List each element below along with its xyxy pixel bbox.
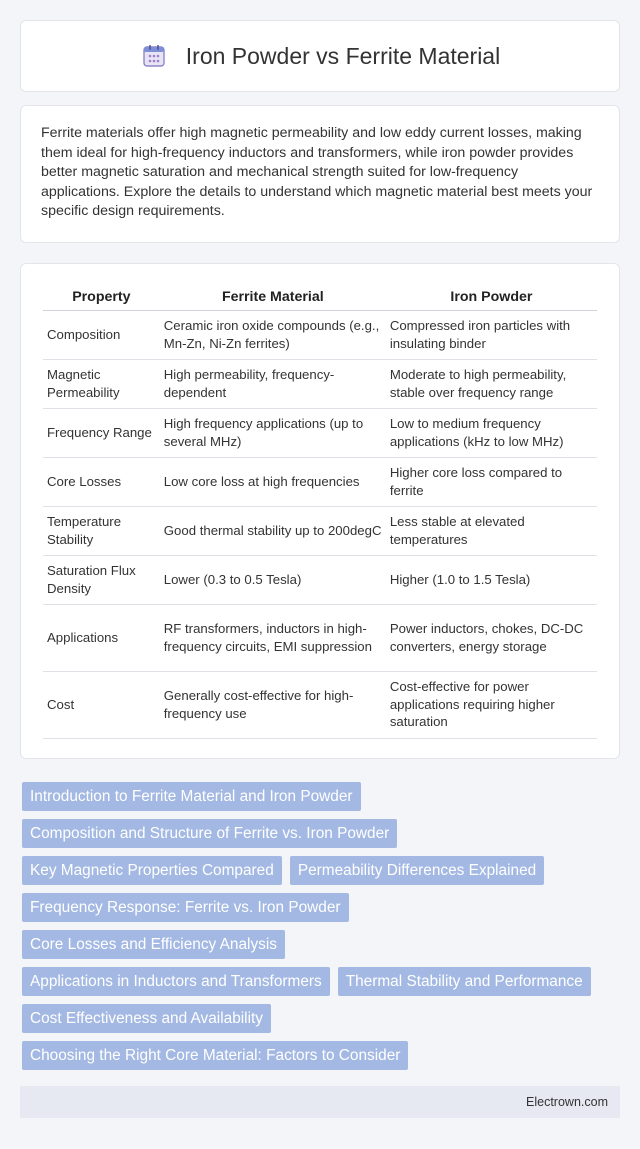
tag-link[interactable]: Thermal Stability and Performance [338, 967, 591, 996]
cell-ferrite: High permeability, frequency-dependent [160, 359, 386, 408]
cell-ferrite: Good thermal stability up to 200degC [160, 506, 386, 555]
table-row [43, 457, 597, 506]
cell-iron-powder: Cost-effective for power applications requiring higher saturation [386, 671, 597, 738]
tag-row [22, 930, 622, 959]
tag-link[interactable]: Core Losses and Efficiency Analysis [22, 930, 285, 959]
comparison-table [43, 284, 597, 739]
tag-row [22, 819, 622, 848]
cell-ferrite: Generally cost-effective for high-frequency use [160, 671, 386, 738]
cell-iron-powder: Higher core loss compared to ferrite [386, 457, 597, 506]
table-row [43, 506, 597, 555]
cell-property: Frequency Range [43, 408, 160, 457]
cell-iron-powder: Power inductors, chokes, DC-DC converters, energy storage [386, 604, 597, 671]
cell-ferrite: Low core loss at high frequencies [160, 457, 386, 506]
cell-property: Saturation Flux Density [43, 555, 160, 604]
table-row [43, 408, 597, 457]
tag-row [22, 1041, 622, 1070]
intro-text: Ferrite materials offer high magnetic permeability and low eddy current losses, making them ideal for high-frequency inductors and transformers, while iron powder provides better magnetic saturation and mechanical strength suited for low-frequency applications. Explore the details to understand which magnetic material best meets your specific design requirements. [41, 125, 593, 220]
tag-link[interactable]: Applications in Inductors and Transformers [22, 967, 330, 996]
tag-row [22, 856, 622, 885]
header-iron-powder: Iron Powder [386, 284, 597, 310]
cell-iron-powder: Compressed iron particles with insulating binder [386, 310, 597, 359]
tag-row [22, 893, 622, 922]
header-ferrite: Ferrite Material [160, 284, 386, 310]
tag-link[interactable]: Frequency Response: Ferrite vs. Iron Powder [22, 893, 349, 922]
tag-row [22, 967, 622, 996]
table-row [43, 604, 597, 671]
cell-property: Composition [43, 310, 160, 359]
table-row [43, 359, 597, 408]
cell-property: Core Losses [43, 457, 160, 506]
cell-property: Magnetic Permeability [43, 359, 160, 408]
cell-ferrite: High frequency applications (up to several MHz) [160, 408, 386, 457]
page-title: Iron Powder vs Ferrite Material [185, 42, 501, 69]
cell-property: Cost [43, 671, 160, 738]
calendar-icon [140, 42, 168, 70]
footer [20, 1086, 620, 1118]
comparison-table-card [20, 263, 620, 759]
tag-link[interactable]: Choosing the Right Core Material: Factors to Consider [22, 1041, 408, 1070]
cell-iron-powder: Higher (1.0 to 1.5 Tesla) [386, 555, 597, 604]
tag-row [22, 782, 622, 811]
cell-iron-powder: Less stable at elevated temperatures [386, 506, 597, 555]
table-row [43, 671, 597, 738]
topic-tags [22, 782, 622, 1078]
tag-row [22, 1004, 622, 1033]
tag-link[interactable]: Cost Effectiveness and Availability [22, 1004, 271, 1033]
tag-link[interactable]: Composition and Structure of Ferrite vs. Iron Powder [22, 819, 397, 848]
tag-link[interactable]: Key Magnetic Properties Compared [22, 856, 282, 885]
cell-iron-powder: Low to medium frequency applications (kHz to low MHz) [386, 408, 597, 457]
table-row [43, 310, 597, 359]
cell-iron-powder: Moderate to high permeability, stable over frequency range [386, 359, 597, 408]
cell-ferrite: Lower (0.3 to 0.5 Tesla) [160, 555, 386, 604]
cell-property: Temperature Stability [43, 506, 160, 555]
header-card [20, 20, 620, 92]
table-header-row [43, 284, 597, 310]
cell-ferrite: RF transformers, inductors in high-frequency circuits, EMI suppression [160, 604, 386, 671]
cell-property: Applications [43, 604, 160, 671]
table-row [43, 555, 597, 604]
cell-ferrite: Ceramic iron oxide compounds (e.g., Mn-Zn, Ni-Zn ferrites) [160, 310, 386, 359]
tag-link[interactable]: Introduction to Ferrite Material and Iron Powder [22, 782, 361, 811]
tag-link[interactable]: Permeability Differences Explained [290, 856, 544, 885]
intro-card [20, 105, 620, 243]
footer-brand[interactable]: Electrown.com [526, 1095, 608, 1109]
header-property: Property [43, 284, 160, 310]
title-wrap [140, 42, 500, 70]
